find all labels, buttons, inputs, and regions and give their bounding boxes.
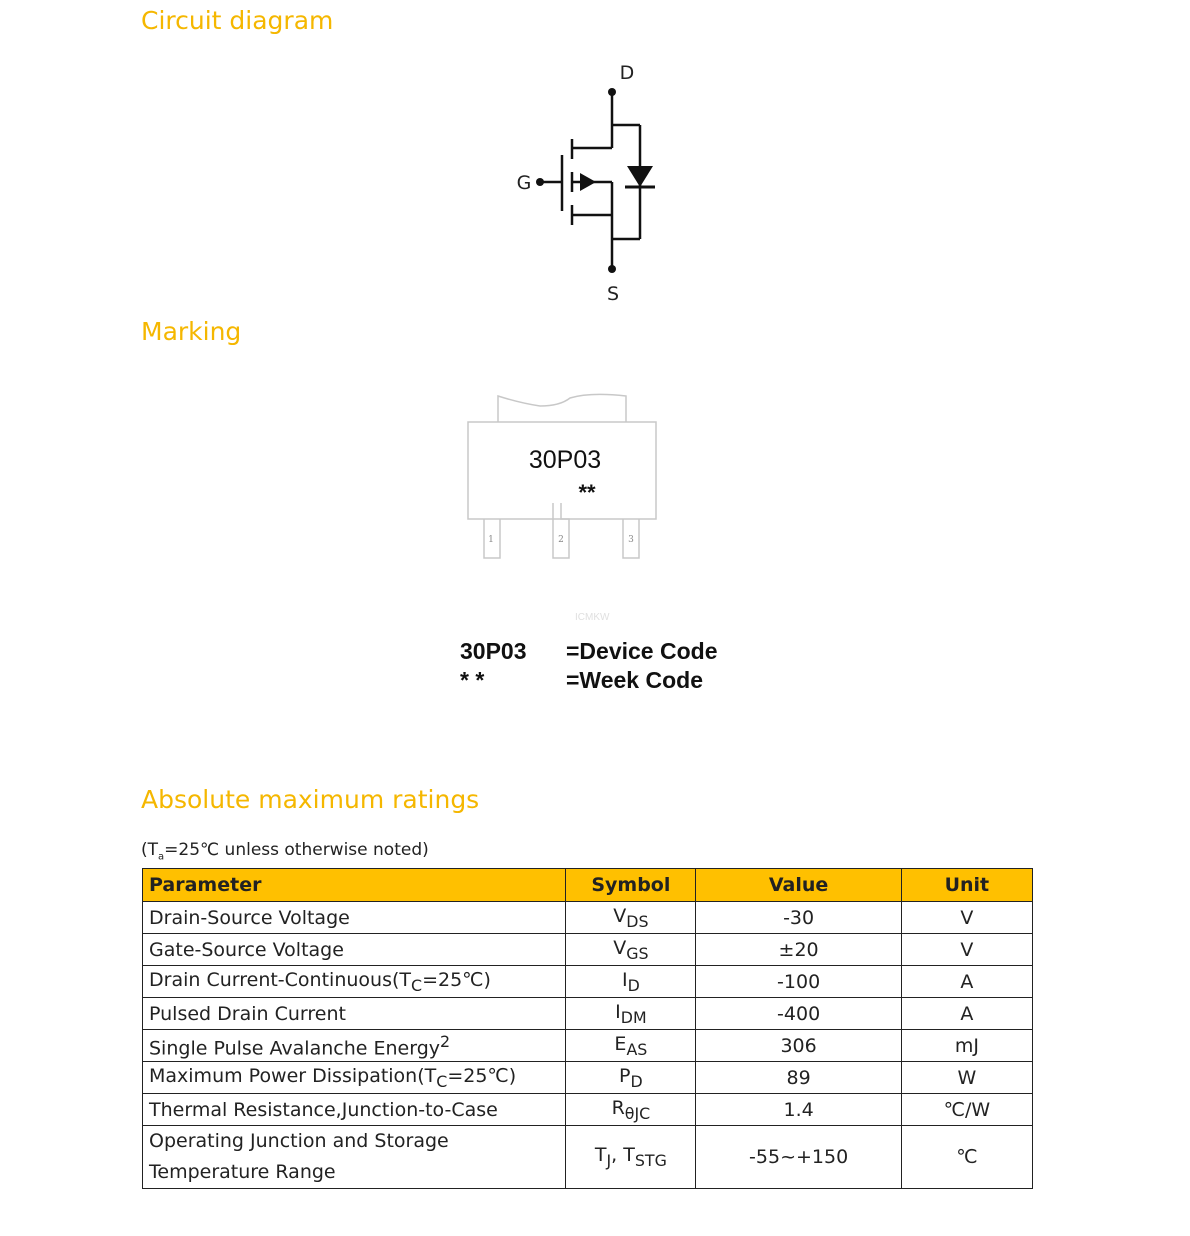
cell-parameter: Operating Junction and Storage Temperature Range xyxy=(143,1126,566,1189)
cell-parameter: Drain Current-$Continuous(T_C=25℃)$ xyxy=(143,966,566,998)
section-title-circuit: Circuit diagram xyxy=(141,6,334,35)
pin3-label: 3 xyxy=(628,535,634,545)
cell-parameter: Single Pulse Avalanche Energy$^2$ xyxy=(143,1030,566,1062)
cell-value: 306 xyxy=(696,1030,901,1062)
header-symbol: Symbol xyxy=(566,869,696,902)
cell-symbol: $R_{\theta JC}$ xyxy=(566,1094,696,1126)
cell-parameter: Maximum Power $Dissipation(T_C=25℃)$ xyxy=(143,1062,566,1094)
table-row xyxy=(143,934,1033,966)
cell-symbol: $P_D$ xyxy=(566,1062,696,1094)
cell-value: -100 xyxy=(696,966,901,998)
section-title-ratings: Absolute maximum ratings xyxy=(141,785,480,814)
cell-value: -30 xyxy=(696,902,901,934)
header-value: Value xyxy=(696,869,901,902)
table-row xyxy=(143,1030,1033,1062)
cell-parameter: Gate-Source Voltage xyxy=(143,934,566,966)
pin1-label: 1 xyxy=(488,535,494,545)
cell-unit: A xyxy=(901,966,1032,998)
legend-code: 30P03 xyxy=(460,638,527,664)
section-title-marking: Marking xyxy=(141,317,242,346)
table-row xyxy=(143,1126,1033,1189)
watermark-text: ICMKW xyxy=(575,612,610,623)
table-header-row xyxy=(143,869,1033,902)
absolute-max-ratings-table xyxy=(142,868,1033,1189)
cell-unit: mJ xyxy=(901,1030,1032,1062)
table-row xyxy=(143,902,1033,934)
legend-meaning: =Device Code xyxy=(566,638,718,664)
cell-value: -400 xyxy=(696,998,901,1030)
cell-value: 89 xyxy=(696,1062,901,1094)
cell-value: ±20 xyxy=(696,934,901,966)
cell-value: -55~+150 xyxy=(696,1126,901,1189)
table-row xyxy=(143,998,1033,1030)
marking-legend xyxy=(460,637,718,695)
table-row xyxy=(143,1062,1033,1094)
week-code-mark: ** xyxy=(578,480,596,505)
cell-symbol: $V_{DS}$ xyxy=(566,902,696,934)
device-code-mark: 30P03 xyxy=(528,446,602,474)
drain-label: D xyxy=(619,62,635,84)
cell-value: 1.4 xyxy=(696,1094,901,1126)
cell-symbol: $I_{DM}$ xyxy=(566,998,696,1030)
ratings-condition-note: ($T_a=25℃$ unless otherwise noted) xyxy=(141,840,429,863)
header-unit: Unit xyxy=(901,869,1032,902)
cell-unit: V xyxy=(901,902,1032,934)
cell-unit: V xyxy=(901,934,1032,966)
header-parameter: Parameter xyxy=(143,869,566,902)
cell-unit: ℃ xyxy=(901,1126,1032,1189)
cell-symbol: $T_J$, $T_{STG}$ xyxy=(566,1126,696,1189)
table-row xyxy=(143,966,1033,998)
legend-row xyxy=(460,637,718,666)
legend-meaning: =Week Code xyxy=(566,667,703,693)
cell-symbol: $V_{GS}$ xyxy=(566,934,696,966)
package-marking-drawing xyxy=(460,388,670,568)
gate-label: G xyxy=(516,172,532,194)
cell-parameter: Drain-Source Voltage xyxy=(143,902,566,934)
legend-row xyxy=(460,666,718,695)
table-row xyxy=(143,1094,1033,1126)
cell-unit: W xyxy=(901,1062,1032,1094)
cell-symbol: $I_D$ xyxy=(566,966,696,998)
cell-symbol: $E_{AS}$ xyxy=(566,1030,696,1062)
cell-parameter: Pulsed Drain Current xyxy=(143,998,566,1030)
cell-unit: A xyxy=(901,998,1032,1030)
mosfet-circuit-diagram xyxy=(500,55,680,305)
source-label: S xyxy=(606,283,620,305)
cell-unit: ℃/W xyxy=(901,1094,1032,1126)
legend-code: * * xyxy=(460,667,485,693)
pin2-label: 2 xyxy=(558,535,564,545)
cell-parameter: Thermal Resistance,Junction-to-Case xyxy=(143,1094,566,1126)
